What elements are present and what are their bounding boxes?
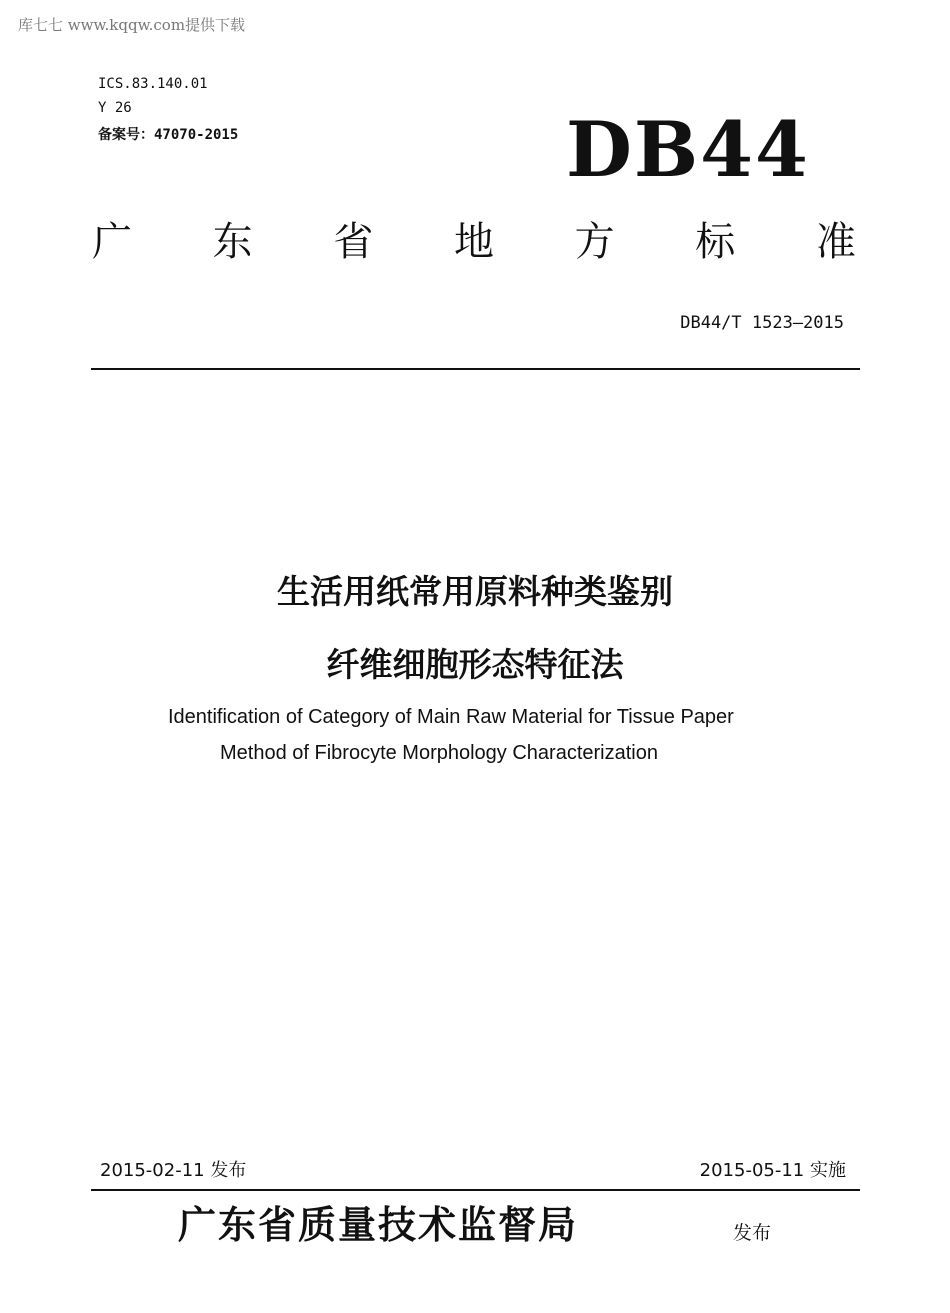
standard-type-char: 广 [92,219,132,265]
issuing-authority: 广东省质量技术监督局 [178,1202,579,1247]
standard-type-char: 准 [815,219,856,265]
record-number: 备案号：47070-2015 [98,127,239,143]
issue-date: 2015-02-11 发布 [100,1160,247,1181]
watermark-text: 库七七 www.kqqw.com提供下载 [18,16,246,34]
standard-type-heading [92,219,856,265]
title-en-line1: Identification of Category of Main Raw Material for Tissue Paper [168,706,734,728]
standard-type-char: 东 [212,219,253,265]
standard-type-char: 标 [695,219,736,265]
issue-action: 发布 [733,1222,772,1244]
title-en-line2: Method of Fibrocyte Morphology Characterization [220,742,658,764]
bottom-divider [91,1189,860,1191]
standard-type-char: 方 [574,219,615,265]
title-cn-line1: 生活用纸常用原料种类鉴别 [277,572,673,611]
ics-code: ICS.83.140.01 [98,76,208,92]
standard-number: DB44/T 1523—2015 [680,313,844,333]
title-cn-line2: 纤维细胞形态特征法 [326,645,624,684]
ccs-code: Y 26 [98,100,132,116]
db44-logo: DB44 [566,105,810,194]
standard-type-char: 省 [333,219,374,265]
implementation-date: 2015-05-11 实施 [699,1160,846,1181]
top-divider [91,368,860,370]
standard-type-char: 地 [453,219,494,265]
